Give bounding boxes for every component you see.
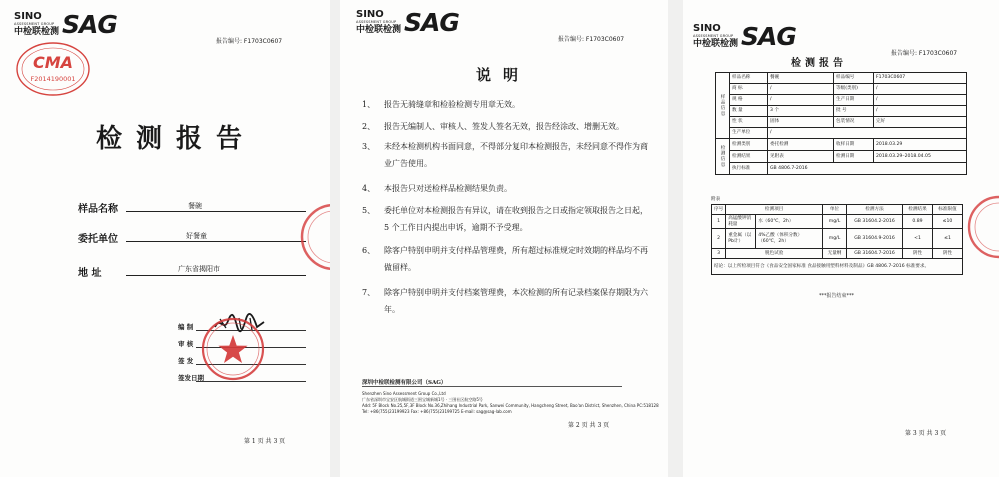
table-cell: 3 [712, 249, 726, 259]
note-text: 委托单位对本检测报告有异议，请在收到报告之日或指定领取报告之日起，5 个工作日内提出申诉，逾期不予受理。 [384, 206, 648, 232]
note-number: 4、 [362, 184, 376, 193]
note-item [362, 242, 652, 276]
table-cell: ≤10 [933, 215, 963, 229]
table-cell: 商 标 [730, 84, 768, 95]
footer-company: 深圳中检联检测有限公司（SAG） [362, 380, 447, 386]
table-cell: / [874, 84, 967, 95]
table-cell: / [768, 95, 834, 106]
table-cell: 收样日期 [834, 139, 874, 151]
cma-code: F2014190001 [30, 75, 76, 83]
field-value-sample: 餐碗 [188, 202, 202, 210]
table-cell: mg/L [823, 229, 847, 249]
group-label-test: 检测信息 [716, 139, 730, 175]
table-cell: 性 状 [730, 117, 768, 128]
table-header-row [712, 205, 963, 215]
logo-brand: SAG [62, 10, 117, 39]
table-cell: GB 4806.7-2016 [768, 163, 967, 175]
table-cell: / [874, 95, 967, 106]
logo-cn: 中检联检测 [356, 25, 402, 35]
footer-line [362, 386, 622, 387]
table-cell: 规 格 [730, 95, 768, 106]
table-header: 序号 [712, 205, 726, 215]
note-item [362, 96, 652, 113]
logo-cn: 中检联检测 [693, 39, 739, 49]
table-row [716, 106, 967, 117]
cover-title: 检测报告 [96, 124, 257, 154]
table-cell: GB 31604.9-2016 [847, 229, 903, 249]
table-row [716, 117, 967, 128]
table-cell: F1703C0607 [874, 73, 967, 84]
table-cell: GB 31604.7-2016 [847, 249, 903, 259]
footer-address-en: Add: 5F Block No.25,5F,3F Block No.36,Zhihang Industrial Park, Sanwei Community, Hangcheng Street, Bao'an District, Shenzhen, China PC:518128 [362, 403, 659, 408]
report-cover-page [0, 0, 330, 477]
logo-brand: SAG [404, 8, 459, 37]
table-cell: 生产日期 [834, 95, 874, 106]
cma-seal-icon [14, 40, 92, 98]
table-cell: 阴性 [903, 249, 933, 259]
table-cell: 见附表 [768, 151, 834, 163]
table-cell: <1 [903, 229, 933, 249]
table-row [716, 139, 967, 151]
table-cell: 0.89 [903, 215, 933, 229]
table-row [712, 215, 963, 229]
table-cell: 检测类别 [730, 139, 768, 151]
field-line [126, 241, 306, 242]
table-cell: 样品名称 [730, 73, 768, 84]
conclusion-cell: 结论：以上所检项目符合《食品安全国家标准 食品接触用塑料材料及制品》GB 4806.7-2016 标准要求。 [712, 259, 963, 275]
table-row [716, 128, 967, 139]
note-text: 除客户特别申明并支付档案管理费，本次检测的所有记录档案保存期限为六年。 [384, 288, 648, 314]
table-cell: 高锰酸钾消耗量 [726, 215, 756, 229]
note-text: 报告无骑缝章和检验检测专用章无效。 [384, 100, 520, 109]
table-cell: 检测日期 [834, 151, 874, 163]
edge-seal-icon [967, 192, 999, 262]
note-text: 除客户特别申明并支付样品管理费，所有超过标准规定时效期的样品均不再做留样。 [384, 246, 648, 272]
red-company-seal-icon [200, 316, 266, 382]
table-row [712, 249, 963, 259]
sag-logo [356, 10, 459, 35]
sig-label-compile: 编 制 [178, 323, 194, 331]
table-cell: 4%乙酸（体积分数）（60℃，2h） [756, 229, 823, 249]
table-cell: 等级(类别) [834, 84, 874, 95]
table-cell: 批 号 [834, 106, 874, 117]
field-line [126, 211, 306, 212]
table-cell: 生产单位 [730, 128, 768, 139]
table-row [712, 229, 963, 249]
logo-cn: 中检联检测 [14, 27, 60, 37]
table-cell: 固体 [768, 117, 834, 128]
table-cell: 1 [712, 215, 726, 229]
table-cell: / [768, 128, 967, 139]
note-text: 本报告只对送检样品检测结果负责。 [384, 184, 512, 193]
page-gap [330, 0, 340, 477]
footer-company-en: Shenzhen Sino Assessment Group Co.,Ltd [362, 391, 446, 396]
footer-address: 广东省深圳市宝安区航城街道三围宝城新城1号 · 三围社区航空路5号 [362, 397, 483, 402]
table-row [716, 163, 967, 175]
table-header: 检测项目 [726, 205, 823, 215]
table-row [716, 95, 967, 106]
sig-label-issue-date: 签发日期 [178, 374, 204, 382]
table-cell: GB 31604.2-2016 [847, 215, 903, 229]
report-number: 报告编号: F1703C0607 [216, 38, 283, 45]
table-cell: 2018.03.29–2018.04.05 [874, 151, 967, 163]
logo-group: ASSESSMENT GROUP [356, 20, 397, 24]
field-value-address: 广东省揭阳市 [178, 265, 220, 273]
table-cell: 执行标准 [730, 163, 768, 175]
page-number: 第 1 页 共 3 页 [244, 438, 286, 445]
logo-brand: SAG [741, 22, 796, 51]
field-line [126, 275, 306, 276]
table-cell: 餐碗 [768, 73, 834, 84]
table-cell: 包装情况 [834, 117, 874, 128]
logo-sino: SINO [356, 9, 384, 20]
sig-label-review: 审 核 [178, 340, 194, 348]
table-cell: 数 量 [730, 106, 768, 117]
note-number: 1、 [362, 100, 376, 109]
page-number: 第 2 页 共 3 页 [568, 422, 610, 429]
table-cell: 2 [712, 229, 726, 249]
page-number: 第 3 页 共 3 页 [905, 430, 947, 437]
note-item [362, 138, 652, 172]
results-title: 检测报告 [791, 58, 847, 69]
appendix-label: 附表 [711, 197, 721, 202]
note-item [362, 202, 652, 236]
note-number: 7、 [362, 288, 376, 297]
field-label-client: 委托单位 [78, 234, 118, 245]
note-item [362, 118, 652, 135]
edge-seal-icon [300, 200, 330, 274]
table-row [716, 73, 967, 84]
table-cell: 2018.03.29 [874, 139, 967, 151]
sag-logo [14, 12, 117, 37]
note-text: 报告无编制人、审核人、签发人签名无效，报告经涂改、增删无效。 [384, 122, 624, 131]
field-label-sample: 样品名称 [78, 204, 118, 215]
table-cell: 阴性 [933, 249, 963, 259]
sag-logo [693, 24, 796, 49]
table-cell: 重金属（以Pb计） [726, 229, 756, 249]
note-number: 5、 [362, 206, 376, 215]
results-table [711, 204, 963, 275]
field-value-client: 好餐童 [186, 232, 207, 240]
table-cell: ≤1 [933, 229, 963, 249]
group-label-sample: 样品信息 [716, 73, 730, 139]
table-row [716, 151, 967, 163]
table-cell: 3 个 [768, 106, 834, 117]
table-header: 标准限值 [933, 205, 963, 215]
table-cell: 无量纲 [823, 249, 847, 259]
table-cell: 完好 [874, 117, 967, 128]
table-cell: 检测结果 [730, 151, 768, 163]
note-number: 6、 [362, 246, 376, 255]
logo-group: ASSESSMENT GROUP [14, 22, 55, 26]
report-results-page [683, 0, 999, 477]
table-cell: 脱色试验 [726, 249, 823, 259]
footer-contact: Tel: +86(755)23199923 Fax: +86(755)23199725 E-mail: sag@sag-lab.com [362, 409, 512, 414]
note-item [362, 284, 652, 318]
note-number: 2、 [362, 122, 376, 131]
note-number: 3、 [362, 142, 376, 151]
table-row [712, 259, 963, 275]
logo-sino: SINO [693, 23, 721, 34]
note-item [362, 180, 652, 197]
table-header: 检测结果 [903, 205, 933, 215]
note-text: 未经本检测机构书面同意，不得部分复印本检测报告，未经同意不得作为商业广告使用。 [384, 142, 648, 168]
cma-letters: CMA [32, 53, 74, 72]
logo-sino: SINO [14, 11, 42, 22]
logo-group: ASSESSMENT GROUP [693, 34, 734, 38]
report-number: 报告编号: F1703C0607 [558, 36, 625, 43]
table-cell: 水（60℃，2h） [756, 215, 823, 229]
report-number: 报告编号: F1703C0607 [891, 50, 958, 57]
page-gap [668, 0, 683, 477]
table-cell: 样品编号 [834, 73, 874, 84]
table-header: 单位 [823, 205, 847, 215]
table-cell: / [874, 106, 967, 117]
table-cell: / [768, 84, 834, 95]
sig-label-issue: 签 发 [178, 357, 194, 365]
notes-title: 说明 [476, 66, 531, 84]
table-cell: mg/L [823, 215, 847, 229]
table-cell: 委托检测 [768, 139, 834, 151]
field-label-address: 地 址 [78, 268, 102, 279]
report-end-mark: ***报告结束*** [819, 293, 855, 299]
sample-info-table [715, 72, 967, 175]
table-header: 检测方法 [847, 205, 903, 215]
report-notes-page [340, 0, 668, 477]
table-row [716, 84, 967, 95]
